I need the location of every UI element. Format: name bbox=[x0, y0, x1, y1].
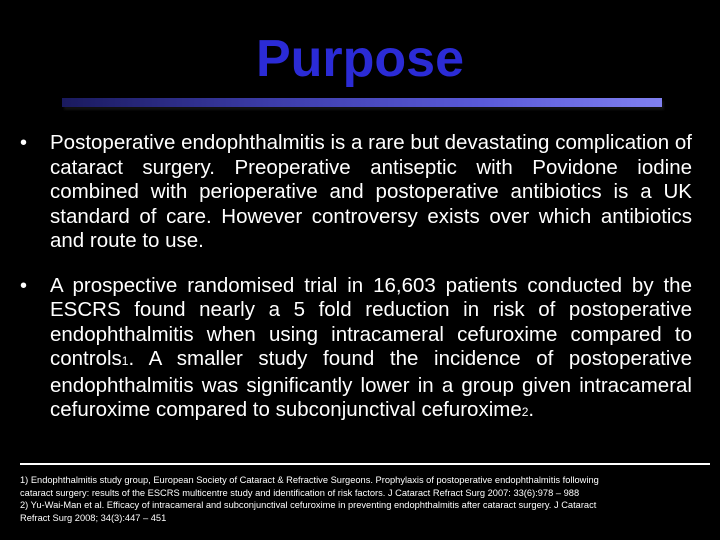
bullet-marker: • bbox=[20, 274, 28, 297]
footnote-line: 1) Endophthalmitis study group, European Society of Cataract & Refractive Surgeons. Prophylaxis of postoperative endophthalmitis following bbox=[20, 475, 599, 485]
footnote-divider bbox=[20, 463, 710, 465]
footnote-line: Refract Surg 2008; 34(3):447 – 451 bbox=[20, 512, 167, 523]
bullet-marker: • bbox=[20, 132, 28, 154]
bullet-list bbox=[20, 131, 692, 445]
footnote-line: 2) Yu-Wai-Man et al. Efficacy of intracameral and subconjunctival cefuroxime in preventing endophthalmitis after cataract surgery. J Cataract bbox=[20, 500, 597, 510]
slide-title: Purpose bbox=[255, 30, 465, 88]
bullet-text: A prospective randomised trial in 16,603 patients conducted by the ESCRS found nearly a 5 fold reduction in risk of postoperative endophthalmitis when using intracameral cefuroxime compared to controls bbox=[50, 273, 692, 370]
title-underline-bar bbox=[62, 98, 662, 107]
bullet-text-end: . bbox=[528, 398, 535, 421]
bullet-item-evidence bbox=[20, 274, 692, 425]
bullet-text: Postoperative endophthalmitis is a rare but devastating complication of cataract surgery. Preoperative antiseptic with Povidone iodine combined with perioperative and postoperative antibiotics is a UK standard of care. However controversy exists over which antibiotics and route to use. bbox=[50, 131, 692, 252]
footnote-line: cataract surgery: results of the ESCRS multicentre study and identification of risk factors. J Cataract Refract Surg 2007: 33(6):978 – 988 bbox=[20, 487, 580, 498]
footnotes bbox=[20, 474, 710, 524]
bullet-text-continued: . A smaller study found the incidence of postoperative endophthalmitis was significantly lower in a group given intracameral cefuroxime compared to subconjunctival cefuroxime bbox=[50, 347, 692, 421]
reference-marker-2: 2 bbox=[521, 405, 529, 419]
reference-marker-1: 1 bbox=[121, 354, 129, 368]
bullet-item-background bbox=[20, 131, 692, 254]
